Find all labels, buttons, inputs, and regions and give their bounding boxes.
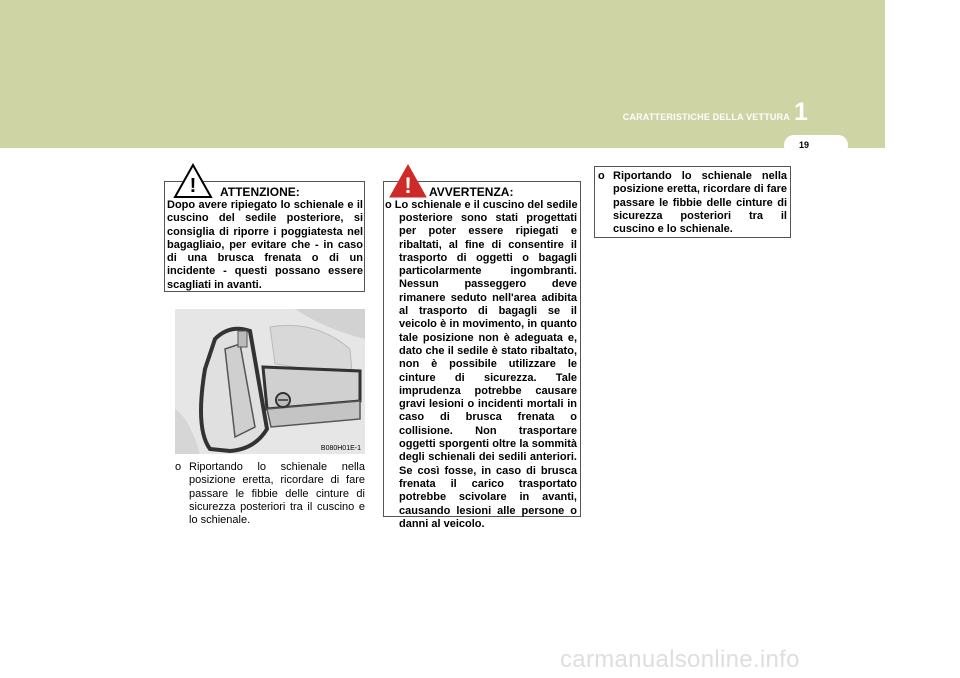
warning-lead: o Lo schienale e il cuscino del sedile [385, 199, 578, 211]
body-bullet: o [175, 461, 182, 473]
warning-title: AVVERTENZA: [429, 185, 514, 199]
column3-box [594, 166, 791, 238]
svg-text:!: ! [189, 175, 197, 197]
rear-seat-figure [175, 309, 365, 454]
column3-text: Riportando lo schienale nella posizione eretta, ricordare di fare passare le fibbie delle cinture di sicurezza posteriori tra il cuscino e lo schienale. [613, 170, 787, 236]
attention-box [164, 175, 365, 292]
page-number: 19 [798, 140, 809, 150]
chapter-number: 1 [794, 98, 808, 126]
warning-box [383, 173, 581, 530]
attention-text: Dopo avere ripiegato lo schienale e il cuscino del sedile posteriore, si consiglia di riporre i poggiatesta nel bagagliaio, per evitare che - in caso di una brusca frenata o di un incidente - questi possano essere scagliati in avanti. [167, 199, 363, 291]
watermark: carmanualsonline.info [560, 646, 800, 673]
warning-text: posteriore sono stati progettati per poter essere ripiegati e ribaltati, al fine di consentire il trasporto di oggetti o bagagli particolarmente ingombranti. Nessun passeggero deve rimanere seduto nell'area adibita al trasporto di bagagli se il veicolo è in movimento, in quanto tale posizione non è adeguata e, dato che il sedile è stato ribaltato, non è possibile utilizzare le cinture di sicurezza. Tale imprudenza potrebbe causare gravi lesioni o incidenti mortali in caso di brusca frenata o collisione. Non trasportare oggetti sporgenti oltre la sommità degli schienali dei sedili anteriori. Se così fosse, in caso di brusca frenata il carico trasportato potrebbe scivolare in avanti, causando lesioni alle persone o danni al veicolo. [399, 212, 577, 530]
figure-code: B080H01E-1 [320, 445, 361, 452]
warning-triangle-outline-icon [173, 163, 213, 199]
svg-text:!: ! [404, 173, 412, 198]
column3-bullet: o [598, 170, 605, 182]
warning-triangle-filled-icon [388, 163, 428, 199]
chapter-title: CARATTERISTICHE DELLA VETTURA [622, 112, 790, 122]
header-band [0, 0, 885, 148]
attention-title: ATTENZIONE: [220, 185, 300, 199]
folded-rear-seat-illustration [175, 309, 365, 454]
body-text: Riportando lo schienale nella posizione eretta, ricordare di fare passare le fibbie delle cinture di sicurezza posteriori tra il cuscino e lo schienale. [189, 461, 365, 527]
